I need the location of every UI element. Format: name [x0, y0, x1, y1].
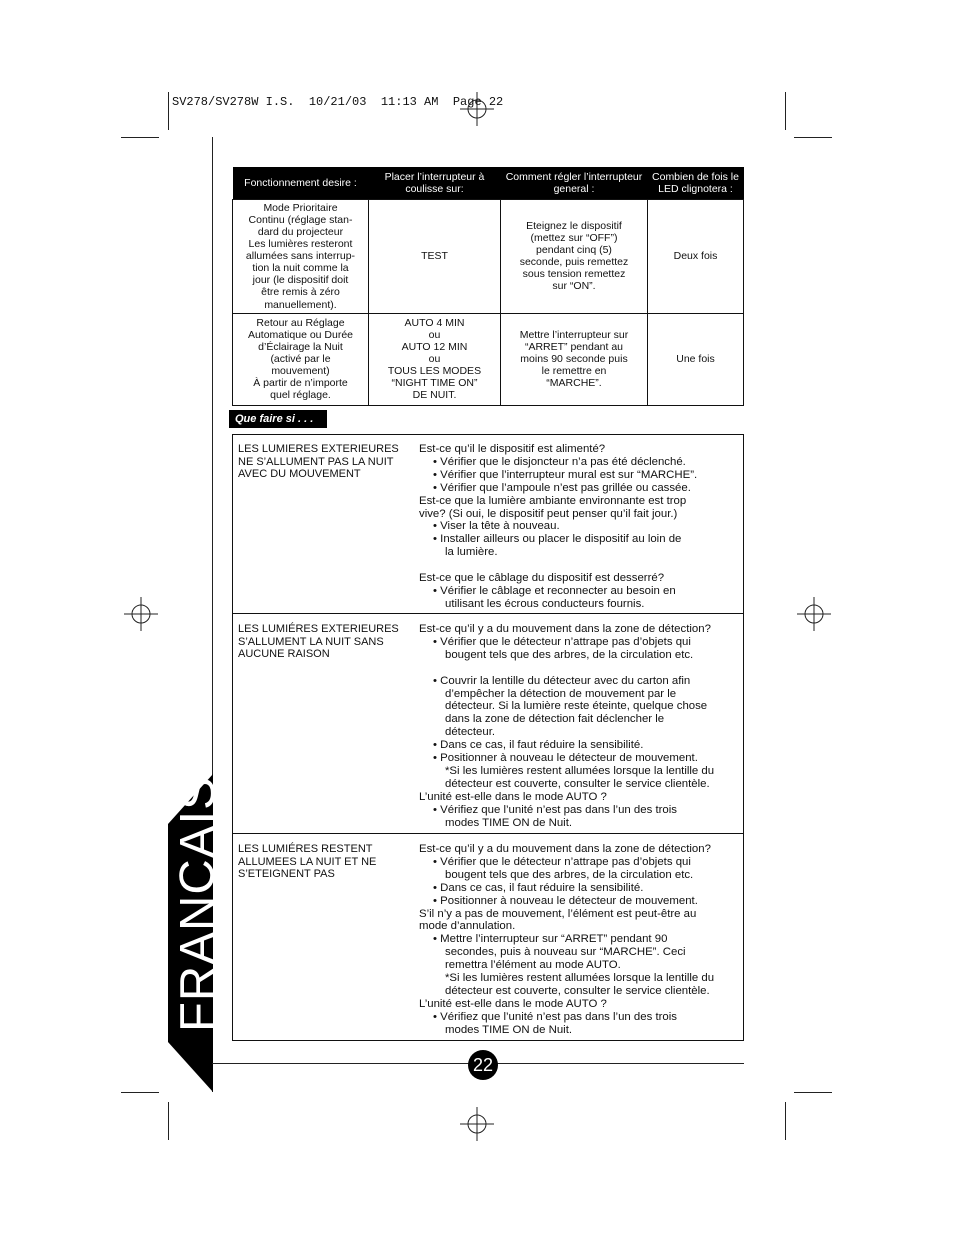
- crop-mark: [121, 137, 159, 138]
- solution-line: détecteur est couverte, consulter le service clientèle.: [445, 984, 710, 997]
- problem-label-line: LES LUMIÉRES RESTENT: [238, 843, 373, 855]
- solution-line: remettra l’élément au mode AUTO.: [445, 959, 621, 972]
- cell-line: TOUS LES MODES: [387, 365, 482, 378]
- cell-line: d’Éclairage la Nuit: [258, 340, 343, 353]
- solution-line: • Mettre l’interrupteur sur “ARRET” pendant 90: [433, 933, 668, 946]
- cell-line: TEST: [421, 250, 448, 263]
- table-cell: [501, 313, 648, 405]
- question-line: S’il n’y a pas de mouvement, l’élément est peut-être au: [419, 907, 697, 920]
- cell-line: “ARRET” pendant au: [524, 340, 624, 353]
- cell-line: pendant cinq (5): [536, 244, 612, 257]
- solution-text: [419, 443, 741, 611]
- cell-line: le remettre en: [541, 365, 607, 378]
- crop-mark: [121, 1092, 159, 1093]
- crop-mark: [168, 92, 169, 130]
- cell-line: Deux fois: [673, 250, 718, 263]
- crop-mark: [794, 1092, 832, 1093]
- problem-label-line: S’ETEIGNENT PAS: [238, 868, 335, 881]
- solution-line: utilisant les écrous conducteurs fournis.: [445, 597, 645, 610]
- question-line: mode d’annulation.: [419, 920, 516, 933]
- solution-line: détecteur est couverte, consulter le service clientèle.: [445, 777, 710, 790]
- solution-line: • Vérifiez que l’unité n’est pas dans l’un des trois: [433, 803, 677, 816]
- solution-line: • Viser la tête à nouveau.: [433, 520, 560, 533]
- language-tab-label: FRANÇAIS: [171, 776, 225, 1032]
- problem-label: [238, 623, 408, 661]
- solution-line: • Dans ce cas, il faut réduire la sensibilité.: [433, 739, 644, 752]
- solution-line: d’empêcher la détection de mouvement par le: [445, 687, 677, 700]
- cell-line: Une fois: [676, 353, 715, 366]
- cell-line: dard du projecteur: [257, 226, 344, 239]
- question-line: Est-ce que le câblage du dispositif est desserré?: [419, 572, 665, 585]
- cell-line: être remis à zéro: [261, 286, 340, 299]
- column-header: Fonctionnement desire :: [233, 167, 369, 200]
- cell-line: AUTO 12 MIN: [401, 340, 468, 353]
- problem-label-line: S’ALLUMENT LA NUIT SANS: [238, 635, 384, 648]
- solution-text: [419, 623, 741, 829]
- solution-line: détecteur.: [445, 726, 496, 739]
- crop-mark: [794, 137, 832, 138]
- solution-line: dans la zone de détection fait déclencher le: [445, 713, 665, 726]
- trouble-row: [233, 435, 743, 613]
- cell-line: jour (le dispositif doit: [252, 274, 349, 287]
- solution-line: • Vérifier que le détecteur n’attrape pas d’objets qui: [433, 635, 691, 648]
- cell-line: tion la nuit comme la: [252, 262, 349, 275]
- cell-line: allumées sans interrup-: [245, 250, 356, 263]
- table-cell: [369, 313, 501, 405]
- registration-mark-icon: [124, 597, 158, 631]
- mode-table: [232, 167, 744, 406]
- cell-line: Automatique ou Durée: [247, 328, 354, 341]
- cell-line: Les lumières resteront: [248, 238, 353, 251]
- cell-line: Mettre l’interrupteur sur: [519, 328, 629, 341]
- registration-mark-icon: [460, 92, 494, 126]
- question-line: Est-ce qu’il y a du mouvement dans la zone de détection?: [419, 623, 711, 635]
- registration-mark-icon: [797, 597, 831, 631]
- spacer: [419, 559, 741, 572]
- table-cell: [648, 313, 744, 405]
- question-line: Est-ce qu’il y a du mouvement dans la zone de détection?: [419, 843, 711, 855]
- problem-label-line: AVEC DU MOUVEMENT: [238, 468, 361, 481]
- table-row: [233, 313, 744, 405]
- solution-line: • Vérifier que l’ampoule n’est pas grillée ou cassée.: [433, 481, 691, 494]
- solution-line: *Si les lumières restent allumées lorsque la lentille du: [445, 764, 715, 777]
- problem-label-line: LES LUMIERES EXTERIEURES: [238, 443, 399, 455]
- solution-line: • Positionner à nouveau le détecteur de mouvement.: [433, 752, 698, 765]
- solution-line: • Installer ailleurs ou placer le dispositif au loin de: [433, 533, 682, 546]
- cell-line: “NIGHT TIME ON”: [391, 377, 478, 390]
- cell-line: manuellement).: [264, 298, 337, 311]
- table-cell: [648, 200, 744, 314]
- question-line: Est-ce que la lumière ambiante environnante est trop: [419, 494, 687, 507]
- solution-line: • Vérifier que l’interrupteur mural est sur “MARCHE”.: [433, 468, 698, 481]
- column-header: Comment régler l’interrupteur general :: [501, 167, 648, 200]
- problem-label: [238, 843, 408, 881]
- solution-line: la lumière.: [445, 546, 498, 559]
- cell-line: quel réglage.: [270, 389, 331, 402]
- cell-line: ou: [428, 328, 441, 341]
- registration-mark-icon: [460, 1107, 494, 1141]
- solution-text: [419, 843, 741, 1037]
- cell-line: ou: [428, 353, 441, 366]
- cell-line: Retour au Réglage: [256, 316, 345, 329]
- solution-line: • Couvrir la lentille du détecteur avec du carton afin: [433, 674, 691, 687]
- spacer: [419, 662, 741, 675]
- table-header-row: [233, 167, 744, 200]
- troubleshooting-table: [232, 434, 744, 1041]
- question-line: L’unité est-elle dans le mode AUTO ?: [419, 790, 607, 803]
- solution-line: secondes, puis à nouveau sur “MARCHE”. Ceci: [445, 946, 686, 959]
- cell-line: sur “ON”.: [552, 280, 596, 293]
- solution-line: détecteur. Si la lumière reste éteinte, quelque chose: [445, 700, 708, 713]
- print-header: SV278/SV278W I.S. 10/21/03 11:13 AM Page 22: [172, 95, 504, 109]
- cell-line: moins 90 seconde puis: [520, 353, 628, 366]
- page-number: 22: [468, 1050, 498, 1080]
- cell-line: Continu (réglage stan-: [248, 214, 353, 227]
- solution-line: • Vérifier que le détecteur n’attrape pas d’objets qui: [433, 855, 691, 868]
- cell-line: AUTO 4 MIN: [404, 316, 465, 329]
- solution-line: • Positionner à nouveau le détecteur de mouvement.: [433, 894, 698, 907]
- cell-line: (activé par le: [270, 353, 331, 366]
- cell-line: mouvement): [271, 365, 330, 378]
- cell-line: DE NUIT.: [412, 389, 457, 402]
- cell-line: Eteignez le dispositif: [526, 220, 622, 233]
- solution-line: bougent tels que des arbres, de la circulation etc.: [445, 648, 694, 661]
- table-row: [233, 200, 744, 314]
- solution-line: modes TIME ON de Nuit.: [445, 1023, 573, 1036]
- cell-line: À partir de n’importe: [253, 377, 348, 390]
- solution-line: • Vérifiez que l’unité n’est pas dans l’un des trois: [433, 1010, 677, 1023]
- question-line: vive? (Si oui, le dispositif peut penser qu’il fait jour.): [419, 507, 678, 520]
- table-cell: [233, 313, 369, 405]
- problem-label: [238, 443, 408, 481]
- cell-line: sous tension remettez: [522, 268, 626, 281]
- column-header: Placer l’interrupteur à coulisse sur:: [369, 167, 501, 200]
- cell-line: “MARCHE”.: [546, 377, 602, 390]
- solution-line: • Vérifier que le disjoncteur n’a pas été déclenché.: [433, 455, 686, 468]
- solution-line: *Si les lumières restent allumées lorsque la lentille du: [445, 972, 715, 985]
- problem-label-line: LES LUMIÉRES EXTERIEURES: [238, 623, 399, 635]
- cell-line: (mettez sur “OFF”): [530, 232, 618, 245]
- section-label: Que faire si . . .: [229, 410, 327, 428]
- solution-line: modes TIME ON de Nuit.: [445, 816, 573, 829]
- crop-mark: [168, 1102, 169, 1140]
- solution-line: • Vérifier le câblage et reconnecter au besoin en: [433, 584, 676, 597]
- column-header: Combien de fois le LED clignotera :: [648, 167, 744, 200]
- cell-line: Mode Prioritaire: [263, 202, 338, 214]
- table-cell: [369, 200, 501, 314]
- cell-line: seconde, puis remettez: [519, 256, 629, 269]
- crop-mark: [785, 1102, 786, 1140]
- table-cell: [233, 200, 369, 314]
- problem-label-line: NE S’ALLUMENT PAS LA NUIT: [238, 455, 394, 468]
- problem-label-line: AUCUNE RAISON: [238, 648, 330, 661]
- question-line: Est-ce qu’il le dispositif est alimenté?: [419, 443, 606, 455]
- solution-line: • Dans ce cas, il faut réduire la sensibilité.: [433, 881, 644, 894]
- table-cell: [501, 200, 648, 314]
- question-line: L’unité est-elle dans le mode AUTO ?: [419, 997, 607, 1010]
- crop-mark: [785, 92, 786, 130]
- trouble-row: [233, 613, 743, 834]
- trouble-row: [233, 833, 743, 1041]
- problem-label-line: ALLUMEES LA NUIT ET NE: [238, 855, 377, 868]
- solution-line: bougent tels que des arbres, de la circulation etc.: [445, 868, 694, 881]
